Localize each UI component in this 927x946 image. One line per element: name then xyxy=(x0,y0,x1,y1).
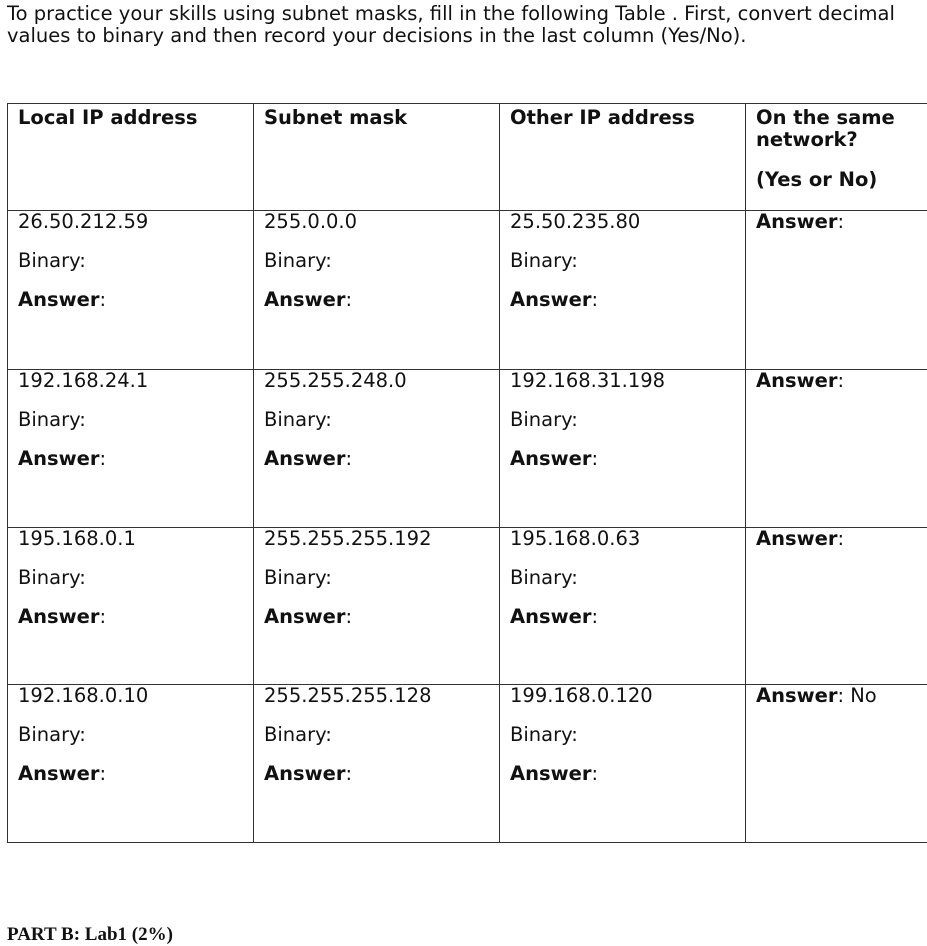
other-ip-cell xyxy=(500,685,746,843)
table-row xyxy=(8,211,927,370)
answer-colon: : xyxy=(837,369,844,392)
subnet-mask-value: 255.0.0.0 xyxy=(264,211,489,233)
answer-colon: : xyxy=(345,605,352,628)
other-ip-value: 199.168.0.120 xyxy=(510,685,735,707)
other-ip-value: 25.50.235.80 xyxy=(510,211,735,233)
binary-label: Binary: xyxy=(510,724,735,746)
binary-label: Binary: xyxy=(18,724,243,746)
local-ip-cell xyxy=(8,211,254,370)
header-local-ip-label: Local IP address xyxy=(18,107,243,129)
same-network-cell xyxy=(746,370,927,528)
answer-colon: : xyxy=(99,605,106,628)
local-ip-cell xyxy=(8,528,254,685)
other-ip-cell xyxy=(500,528,746,685)
subnet-mask-value: 255.255.255.128 xyxy=(264,685,489,707)
same-network-answer xyxy=(756,211,927,233)
binary-label: Binary: xyxy=(18,409,243,431)
subnet-mask-value: 255.255.248.0 xyxy=(264,370,489,392)
answer-field xyxy=(510,763,735,785)
answer-colon: : xyxy=(591,447,598,470)
answer-label: Answer xyxy=(18,762,99,785)
instructions-text: To practice your skills using subnet masks, fill in the following Table . First, convert decimal values to binary and then record your decisions in the last column (Yes/No). xyxy=(7,3,925,47)
header-same-network xyxy=(746,104,927,211)
binary-label: Binary: xyxy=(264,250,489,272)
header-other-ip xyxy=(500,104,746,211)
answer-field xyxy=(18,763,243,785)
answer-label: Answer xyxy=(510,605,591,628)
answer-label: Answer xyxy=(264,605,345,628)
answer-field xyxy=(264,448,489,470)
answer-label: Answer xyxy=(264,447,345,470)
subnet-mask-cell xyxy=(254,685,500,843)
answer-field xyxy=(264,763,489,785)
answer-label: Answer xyxy=(756,369,837,392)
answer-colon: : xyxy=(591,605,598,628)
answer-label: Answer xyxy=(18,605,99,628)
binary-label: Binary: xyxy=(510,250,735,272)
binary-label: Binary: xyxy=(264,567,489,589)
same-network-answer xyxy=(756,685,927,707)
header-subnet-mask-label: Subnet mask xyxy=(264,107,489,129)
answer-colon: : xyxy=(99,288,106,311)
answer-label: Answer xyxy=(756,527,837,550)
answer-label: Answer xyxy=(264,288,345,311)
other-ip-value: 195.168.0.63 xyxy=(510,528,735,550)
answer-colon: : xyxy=(345,288,352,311)
answer-colon: : xyxy=(837,684,844,707)
subnet-mask-cell xyxy=(254,370,500,528)
same-network-cell xyxy=(746,685,927,843)
same-network-cell xyxy=(746,528,927,685)
local-ip-value: 195.168.0.1 xyxy=(18,528,243,550)
header-subnet-mask xyxy=(254,104,500,211)
binary-label: Binary: xyxy=(18,567,243,589)
answer-colon: : xyxy=(345,762,352,785)
subnet-mask-value: 255.255.255.192 xyxy=(264,528,489,550)
answer-field xyxy=(18,448,243,470)
local-ip-cell xyxy=(8,685,254,843)
answer-label: Answer xyxy=(18,447,99,470)
answer-field xyxy=(18,289,243,311)
answer-label: Answer xyxy=(510,762,591,785)
local-ip-value: 192.168.0.10 xyxy=(18,685,243,707)
same-network-cell xyxy=(746,211,927,370)
answer-colon: : xyxy=(591,288,598,311)
subnet-table xyxy=(7,103,927,843)
answer-label: Answer xyxy=(18,288,99,311)
other-ip-cell xyxy=(500,370,746,528)
other-ip-value: 192.168.31.198 xyxy=(510,370,735,392)
answer-colon: : xyxy=(591,762,598,785)
answer-label: Answer xyxy=(756,684,837,707)
part-b-heading: PART B: Lab1 (2%) xyxy=(7,924,173,946)
subnet-mask-cell xyxy=(254,528,500,685)
binary-label: Binary: xyxy=(510,567,735,589)
answer-field xyxy=(510,448,735,470)
answer-colon: : xyxy=(99,447,106,470)
answer-label: Answer xyxy=(510,288,591,311)
answer-label: Answer xyxy=(510,447,591,470)
answer-field xyxy=(264,606,489,628)
answer-label: Answer xyxy=(264,762,345,785)
binary-label: Binary: xyxy=(264,724,489,746)
table-row xyxy=(8,370,927,528)
answer-colon: : xyxy=(345,447,352,470)
same-network-answer xyxy=(756,370,927,392)
table-row xyxy=(8,528,927,685)
header-local-ip xyxy=(8,104,254,211)
answer-colon: : xyxy=(837,210,844,233)
answer-field xyxy=(510,289,735,311)
local-ip-value: 192.168.24.1 xyxy=(18,370,243,392)
table-header-row xyxy=(8,104,927,211)
binary-label: Binary: xyxy=(510,409,735,431)
header-same-network-label: On the same network? xyxy=(756,107,927,151)
header-other-ip-label: Other IP address xyxy=(510,107,735,129)
table-row xyxy=(8,685,927,843)
answer-value: No xyxy=(844,684,877,707)
binary-label: Binary: xyxy=(18,250,243,272)
local-ip-value: 26.50.212.59 xyxy=(18,211,243,233)
other-ip-cell xyxy=(500,211,746,370)
answer-colon: : xyxy=(837,527,844,550)
answer-colon: : xyxy=(99,762,106,785)
binary-label: Binary: xyxy=(264,409,489,431)
header-yes-no-label: (Yes or No) xyxy=(756,169,927,191)
answer-field xyxy=(510,606,735,628)
answer-field xyxy=(18,606,243,628)
subnet-mask-cell xyxy=(254,211,500,370)
answer-label: Answer xyxy=(756,210,837,233)
local-ip-cell xyxy=(8,370,254,528)
same-network-answer xyxy=(756,528,927,550)
answer-field xyxy=(264,289,489,311)
